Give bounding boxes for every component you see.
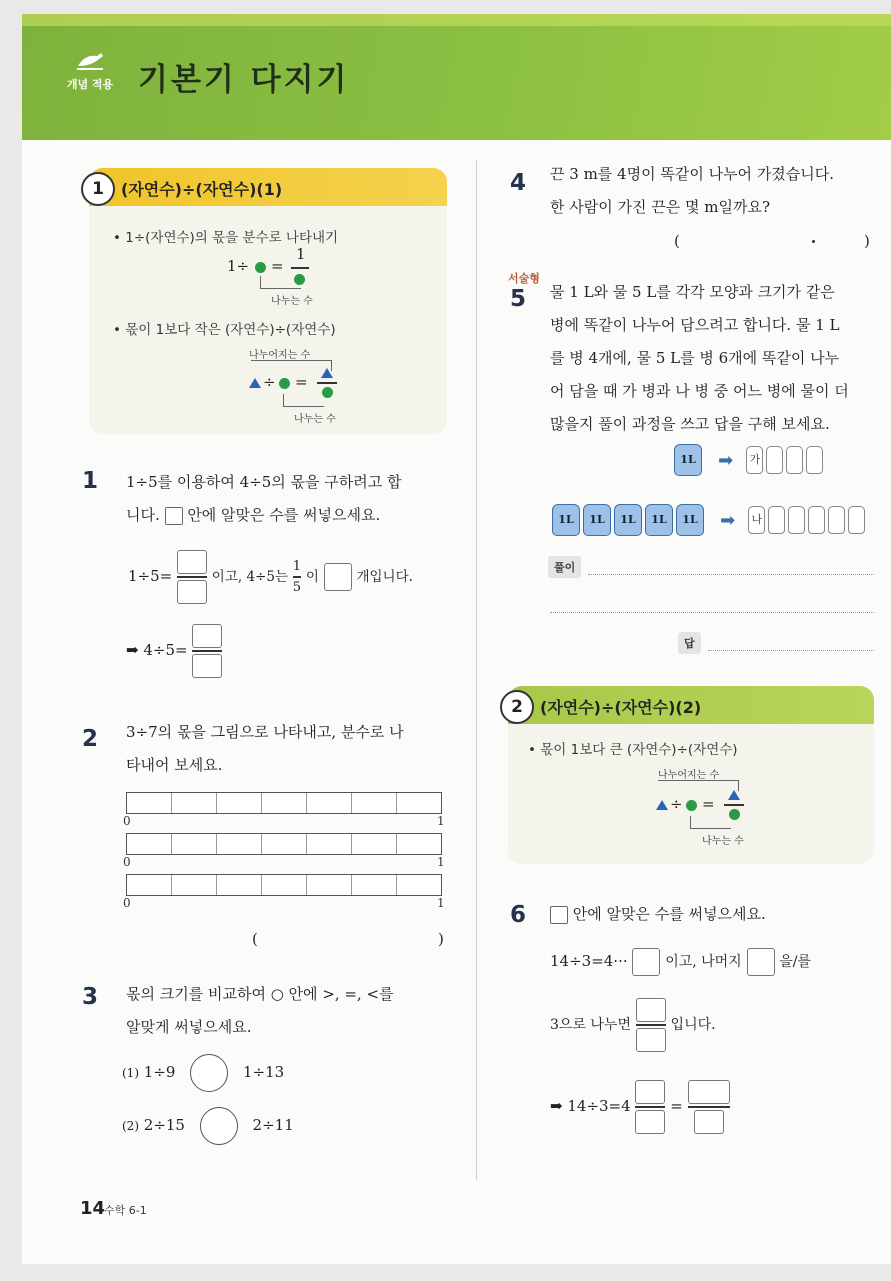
divisor-label: 나누는 수 (702, 836, 744, 847)
bottle-ga-icon: 가 (746, 446, 763, 474)
concept1-expression-1: 1÷ = 1 (227, 248, 347, 292)
empty-bottle-icon (788, 506, 805, 534)
answer-field[interactable] (266, 928, 436, 950)
concept-box-2 (508, 686, 874, 864)
tick-label-zero: 0 (123, 814, 131, 828)
bracket-line (690, 816, 731, 829)
answer-box[interactable] (636, 1028, 666, 1052)
answer-box[interactable] (324, 563, 352, 591)
solution-line[interactable] (588, 574, 874, 575)
question-4-text: 끈 3 m를 4명이 똑같이 나누어 가졌습니다. 한 사람이 가진 끈은 몇 m일까요? (550, 165, 835, 216)
question-1-text: 1÷5를 이용하여 4÷5의 몫을 구하려고 합 니다. 안에 알맞은 수를 써넣으세요. (126, 473, 402, 524)
question-6-equation-1: 14÷3=4··· 이고, 나머지 을/를 (550, 948, 811, 976)
empty-bottle-icon (786, 446, 803, 474)
concept-number-1: 1 (81, 172, 115, 206)
page-title: 기본기 다지기 (138, 62, 350, 98)
banner-edge (22, 14, 891, 26)
answer-field[interactable] (688, 230, 858, 252)
concept1-bullet-2: • 몫이 1보다 작은 (자연수)÷(자연수) (113, 322, 336, 338)
empty-bottle-icon (768, 506, 785, 534)
subject-label: 수학 6-1 (104, 1204, 147, 1217)
empty-bottle-icon (848, 506, 865, 534)
comparison-circle[interactable] (190, 1054, 228, 1092)
bracket-line (283, 394, 324, 407)
solution-line[interactable] (550, 612, 874, 613)
tick-label-one: 1 (437, 896, 445, 910)
concept1-bullet-1: • 1÷(자연수)의 몫을 분수로 나타내기 (113, 230, 339, 246)
tick-label-zero: 0 (123, 896, 131, 910)
solution-label: 풀이 (548, 556, 581, 578)
question-number-6: 6 (510, 902, 527, 928)
answer-box[interactable] (177, 550, 207, 574)
answer-box[interactable] (747, 948, 775, 976)
concept2-expression: ÷ = (656, 790, 766, 834)
water-bottle-icon: 1L (583, 504, 611, 536)
empty-bottle-icon (828, 506, 845, 534)
answer-box[interactable] (632, 948, 660, 976)
answer-box-icon (165, 507, 183, 525)
tick-label-one: 1 (437, 814, 445, 828)
concept-title-2: (자연수)÷(자연수)(2) (540, 698, 702, 717)
empty-bottle-icon (806, 446, 823, 474)
unit-dot (812, 240, 815, 243)
triangle-symbol (728, 790, 740, 800)
water-bottle-icon: 1L (676, 504, 704, 536)
bracket-line (260, 276, 301, 289)
fraction-bar (291, 267, 309, 269)
empty-bottle-icon (808, 506, 825, 534)
question-1-equation-1: 1÷5= 이고, 4÷5는 $\frac{1}{5}$ 이 개입니다. (128, 550, 413, 604)
concept-box-1 (89, 168, 447, 434)
concept-number-2: 2 (500, 690, 534, 724)
answer-box[interactable] (192, 654, 222, 678)
question-6-equation-3: ➡ 14÷3=4 = (550, 1080, 730, 1134)
triangle-symbol (321, 368, 333, 378)
concept2-bullet: • 몫이 1보다 큰 (자연수)÷(자연수) (528, 742, 738, 758)
bottle-na-icon: 나 (748, 506, 765, 534)
question-1-equation-2: ➡ 4÷5= (126, 624, 222, 678)
water-bottle-icon: 1L (552, 504, 580, 536)
answer-paren-right: ) (864, 232, 870, 250)
comparison-circle[interactable] (200, 1107, 238, 1145)
answer-box-icon (550, 906, 568, 924)
badge-label: 개념 적용 (66, 78, 114, 91)
arrow-right-icon: ➡ (718, 449, 734, 471)
bottle-row-na (552, 504, 868, 536)
fraction-strip[interactable] (126, 874, 442, 896)
arrow-right-icon: ➡ (720, 509, 736, 531)
pencil-icon (75, 50, 105, 72)
answer-paren-left: ( (674, 232, 680, 250)
circle-symbol (279, 378, 290, 389)
page-number: 14 (80, 1198, 106, 1219)
answer-box[interactable] (635, 1080, 665, 1104)
empty-bottle-icon (766, 446, 783, 474)
question-number-4: 4 (510, 170, 527, 196)
circle-symbol (255, 262, 266, 273)
descriptive-tag: 서술형 (508, 272, 540, 285)
answer-box[interactable] (694, 1110, 724, 1134)
concept1-expression-2: ÷ = (249, 368, 359, 412)
answer-line[interactable] (708, 650, 874, 651)
dividend-label: 나누어지는 수 (658, 770, 720, 781)
question-number-1: 1 (82, 468, 99, 494)
fraction-bar (724, 804, 744, 806)
question-number-5: 5 (510, 286, 527, 312)
answer-paren-right: ) (438, 930, 444, 948)
circle-symbol (686, 800, 697, 811)
section-badge (52, 50, 128, 92)
fraction-strip[interactable] (126, 833, 442, 855)
fraction-strip[interactable] (126, 792, 442, 814)
triangle-symbol (249, 378, 261, 388)
water-bottle-icon: 1L (645, 504, 673, 536)
answer-box[interactable] (688, 1080, 730, 1104)
divisor-label: 나누는 수 (294, 414, 336, 425)
concept-title-1: (자연수)÷(자연수)(1) (121, 180, 283, 199)
divisor-label: 나누는 수 (271, 296, 313, 307)
column-divider (476, 160, 477, 1180)
answer-box[interactable] (177, 580, 207, 604)
question-6-equation-2: 3으로 나누면 입니다. (550, 998, 716, 1052)
dividend-label: 나누어지는 수 (249, 350, 311, 361)
answer-paren-left: ( (252, 930, 258, 948)
answer-box[interactable] (192, 624, 222, 648)
question-2-text: 3÷7의 몫을 그림으로 나타내고, 분수로 나 타내어 보세요. (126, 723, 404, 774)
question-5-text: 물 1 L와 물 5 L를 각각 모양과 크기가 같은 병에 똑같이 나누어 담으려고 합니다. 물 1 L 를 병 4개에, 물 5 L를 병 6개에 똑같이 나누 어 담을 때 가 병과 나 병 중 어느 병에 물이 더 많을지 풀이 과정을 쓰고 답을 구해 보세요. (550, 283, 849, 433)
tick-label-one: 1 (437, 855, 445, 869)
answer-label: 답 (678, 632, 701, 654)
question-number-3: 3 (82, 984, 99, 1010)
triangle-symbol (656, 800, 668, 810)
workbook-page (22, 14, 891, 1264)
water-bottle-icon: 1L (674, 444, 702, 476)
fraction-bar (317, 382, 337, 384)
question-3-text: 몫의 크기를 비교하여 ○ 안에 >, =, <를 알맞게 써넣으세요. (126, 985, 394, 1036)
comparison-1: (1) 1÷9 1÷13 (122, 1054, 284, 1092)
answer-box[interactable] (636, 998, 666, 1022)
question-6-text: 안에 알맞은 수를 써넣으세요. (550, 898, 880, 931)
question-number-2: 2 (82, 726, 99, 752)
bottle-row-ga (674, 444, 826, 476)
comparison-2: (2) 2÷15 2÷11 (122, 1107, 294, 1145)
answer-box[interactable] (635, 1110, 665, 1134)
water-bottle-icon: 1L (614, 504, 642, 536)
tick-label-zero: 0 (123, 855, 131, 869)
